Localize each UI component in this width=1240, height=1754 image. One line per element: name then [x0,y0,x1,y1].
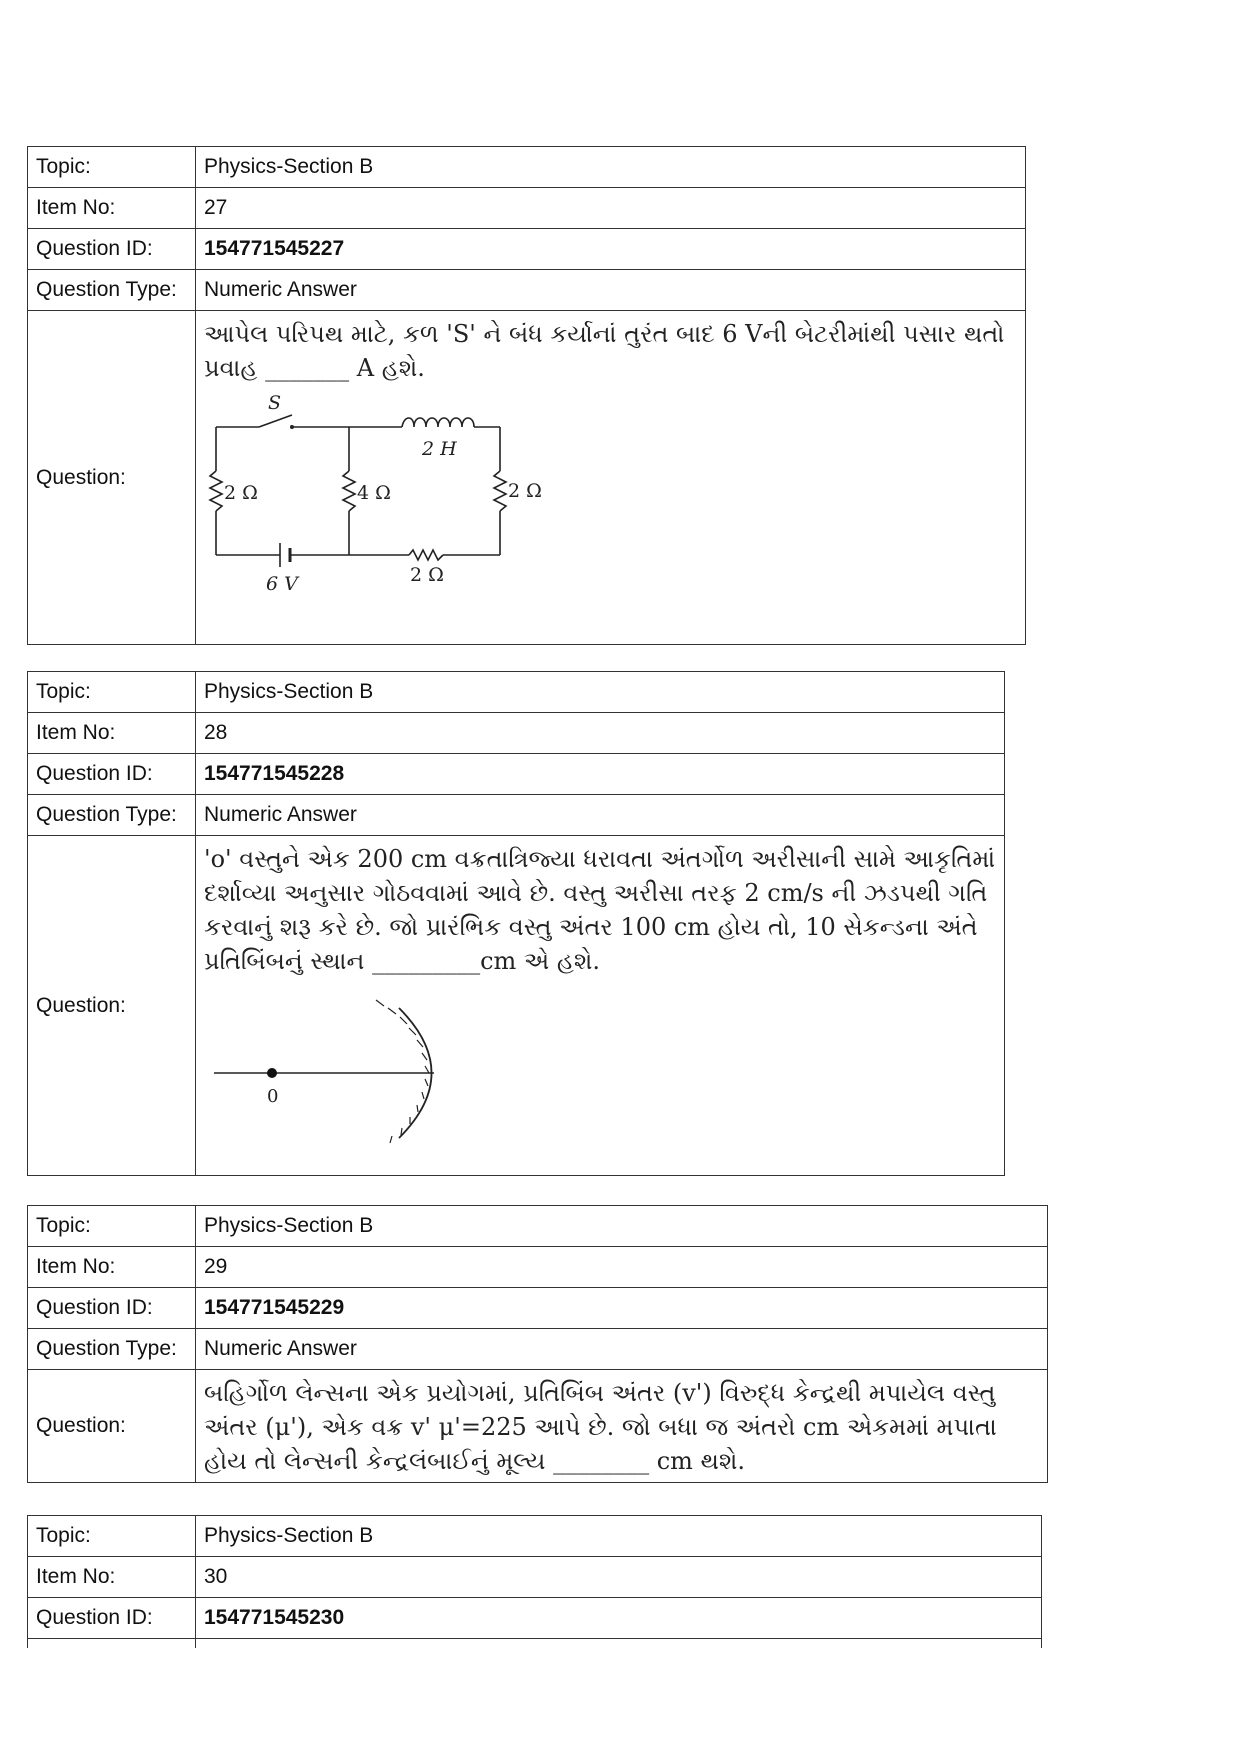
item-no-row [28,713,1005,754]
question-row [28,311,1026,645]
inductor-label: 2 H [422,438,457,460]
item-no-row [28,188,1026,229]
question-text: બહિર્ગોળ લેન્સના એક પ્રયોગમાં, પ્રતિબિંબ અંતર (v') વિરુદ્ધ કેન્દ્રથી મપાયેલ વસ્તુ અંતર (μ'), એક વક્ર v' μ'=225 આપે છે. જો બધા જ અંતરો cm એકમમાં મપાતા હોય તો લેન્સની કેન્દ્રલંબાઈનું મૂલ્ય ________ cm થશે. [204,1379,997,1475]
topic-row [28,672,1005,713]
resistor-right [494,471,506,511]
switch-label: S [268,392,282,414]
item-no-value: 29 [196,1247,1048,1288]
question-id-value: 154771545230 [196,1598,1042,1639]
question-label: Question: [28,311,196,645]
switch-pivot [290,425,294,429]
question-id-row [28,1598,1042,1639]
question-type-row [28,270,1026,311]
question-id-value: 154771545229 [196,1288,1048,1329]
resistor-bottom-label: 2 Ω [410,564,444,586]
resistor-bottom [409,550,443,560]
question-id-row [28,1288,1048,1329]
inductor-coil [402,418,474,427]
question-type-label: Question Type: [28,1329,196,1370]
question-label: Question: [28,836,196,1176]
question-id-value: 154771545228 [196,754,1005,795]
item-no-label: Item No: [28,188,196,229]
item-no-value: 30 [196,1557,1042,1598]
question-id-label: Question ID: [28,1598,196,1639]
item-no-label: Item No: [28,713,196,754]
question-body [196,311,1026,645]
question-body [196,1370,1048,1483]
question-body [196,836,1005,1176]
question-text: આપેલ પરિપથ માટે, કળ 'S' ને બંધ કર્યાનાં તુરંત બાદ 6 Vની બેટરીમાંથી પસાર થતો પ્રવાહ _______ A હશે. [204,320,1005,382]
question-type-value: Numeric Answer [196,270,1026,311]
mirror-diagram [204,978,464,1144]
object-point [267,1068,277,1078]
topic-value: Physics-Section B [196,147,1026,188]
question-type-label: Question Type: [28,795,196,836]
topic-label: Topic: [28,147,196,188]
page-cutoff [0,1648,1240,1754]
resistor-left-label: 2 Ω [224,482,258,504]
question-id-label: Question ID: [28,1288,196,1329]
topic-label: Topic: [28,1516,196,1557]
item-no-row [28,1557,1042,1598]
topic-value: Physics-Section B [196,1516,1042,1557]
question-id-value: 154771545227 [196,229,1026,270]
item-no-label: Item No: [28,1557,196,1598]
topic-value: Physics-Section B [196,1206,1048,1247]
topic-row [28,147,1026,188]
item-no-label: Item No: [28,1247,196,1288]
topic-label: Topic: [28,672,196,713]
mirror-hatching [376,1000,429,1143]
question-type-value: Numeric Answer [196,795,1005,836]
item-no-value: 27 [196,188,1026,229]
question-card-29 [27,1205,1048,1483]
switch-blade [259,415,292,427]
question-card-28 [27,671,1005,1176]
circuit-diagram [204,385,584,611]
question-type-row [28,795,1005,836]
battery-label: 6 V [266,573,298,595]
question-label: Question: [28,1370,196,1483]
topic-row [28,1516,1042,1557]
resistor-mid [343,471,355,511]
topic-value: Physics-Section B [196,672,1005,713]
question-text: 'o' વસ્તુને એક 200 cm વક્રતાત્રિજ્યા ધરાવતા અંતર્ગોળ અરીસાની સામે આકૃતિમાં દર્શાવ્યા અનુસાર ગોઠવવામાં આવે છે. વસ્તુ અરીસા તરફ 2 cm/s ની ઝડપથી ગતિ કરવાનું શરૂ કરે છે. જો પ્રારંભિક વસ્તુ અંતર 100 cm હોય તો, 10 સેકન્ડના અંતે પ્રતિબિંબનું સ્થાન _________cm એ હશે. [204,845,996,975]
question-card-27 [27,146,1026,645]
item-no-value: 28 [196,713,1005,754]
question-id-row [28,754,1005,795]
object-label: 0 [267,1086,279,1107]
topic-label: Topic: [28,1206,196,1247]
question-id-row [28,229,1026,270]
resistor-right-label: 2 Ω [508,480,542,502]
resistor-left [210,471,222,511]
question-row [28,1370,1048,1483]
question-type-value: Numeric Answer [196,1329,1048,1370]
question-type-label: Question Type: [28,270,196,311]
item-no-row [28,1247,1048,1288]
question-row [28,836,1005,1176]
question-type-row [28,1329,1048,1370]
topic-row [28,1206,1048,1247]
question-id-label: Question ID: [28,754,196,795]
resistor-mid-label: 4 Ω [357,482,391,504]
question-id-label: Question ID: [28,229,196,270]
